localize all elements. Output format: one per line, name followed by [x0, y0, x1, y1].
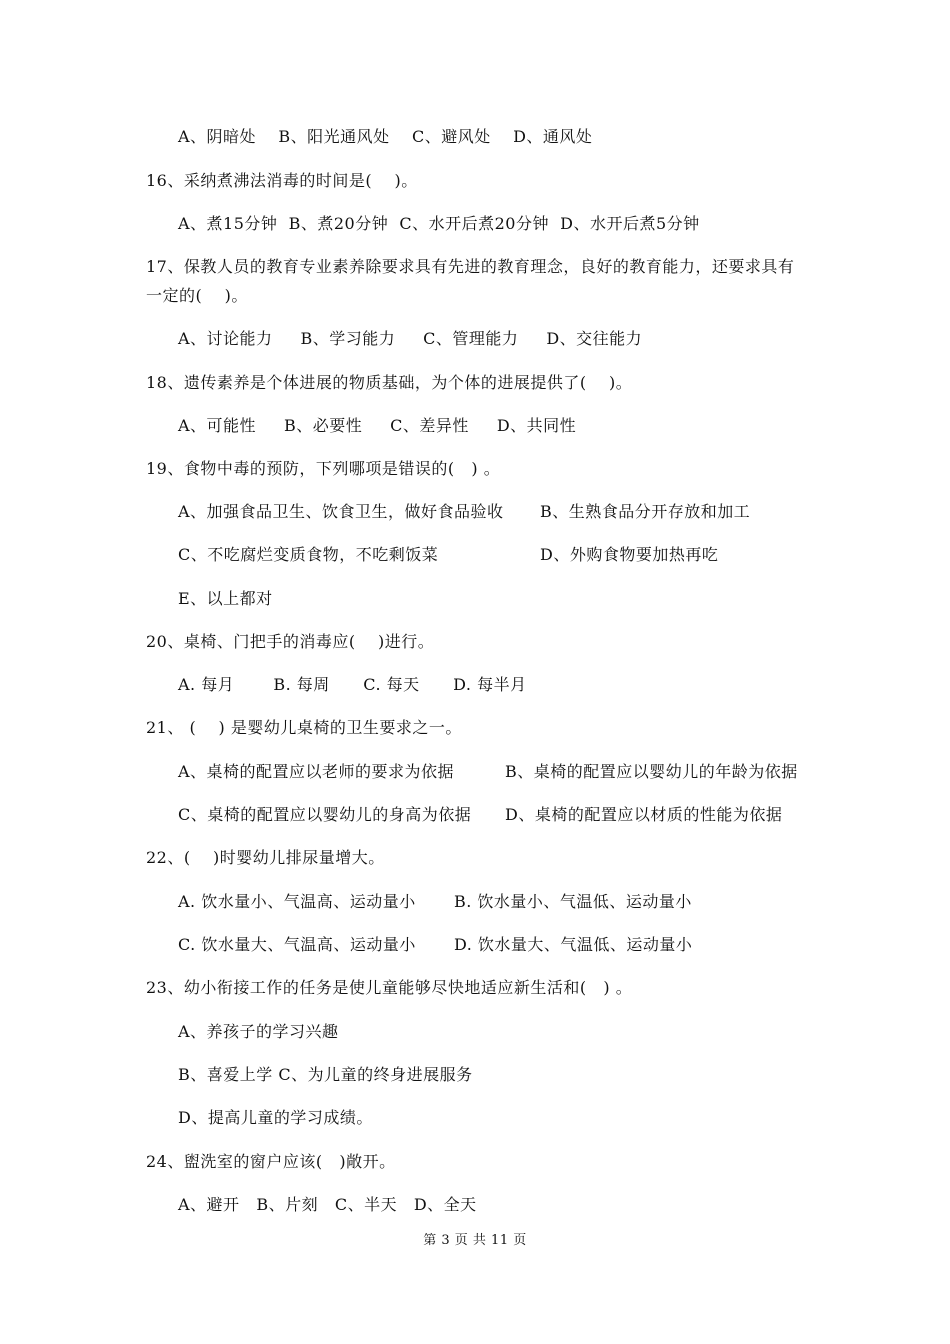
q19-option-e: E、以上都对: [178, 589, 273, 608]
q24-stem: 24、盥洗室的窗户应该( )敞开。: [146, 1152, 396, 1171]
q22-option-b: B. 饮水量小、气温低、运动量小: [454, 892, 692, 911]
q17-stem-line1: 17、保教人员的教育专业素养除要求具有先进的教育理念，良好的教育能力，还要求具有: [146, 257, 795, 276]
q17-options: A、讨论能力 B、学习能力 C、管理能力 D、交往能力: [178, 329, 643, 348]
q22-option-a: A. 饮水量小、气温高、运动量小: [178, 892, 416, 911]
q23-option-d: D、提高儿童的学习成绩。: [178, 1108, 373, 1127]
q21-stem: 21、 ( ) 是婴幼儿桌椅的卫生要求之一。: [146, 718, 462, 737]
q16-options: A、煮15分钟 B、煮20分钟 C、水开后煮20分钟 D、水开后煮5分钟: [178, 214, 700, 233]
q17-stem-line2: 一定的( )。: [146, 286, 248, 305]
q16-stem: 16、采纳煮沸法消毒的时间是( )。: [146, 171, 418, 190]
q19-option-b: B、生熟食品分开存放和加工: [540, 502, 751, 521]
q20-stem: 20、桌椅、门把手的消毒应( )进行。: [146, 632, 435, 651]
page-footer: 第 3 页 共 11 页: [423, 1233, 527, 1248]
q22-option-c: C. 饮水量大、气温高、运动量小: [178, 935, 416, 954]
q20-options: A. 每月 B. 每周 C. 每天 D. 每半月: [178, 675, 527, 694]
q22-option-d: D. 饮水量大、气温低、运动量小: [454, 935, 693, 954]
q23-option-a: A、养孩子的学习兴趣: [178, 1022, 339, 1041]
q19-option-d: D、外购食物要加热再吃: [540, 545, 719, 564]
q19-option-a: A、加强食品卫生、饮食卫生，做好食品验收: [178, 502, 504, 521]
q21-option-b: B、桌椅的配置应以婴幼儿的年龄为依据: [505, 762, 798, 781]
q18-options: A、可能性 B、必要性 C、差异性 D、共同性: [178, 416, 577, 435]
q18-stem: 18、遗传素养是个体进展的物质基础，为个体的进展提供了( )。: [146, 373, 633, 392]
q23-option-bc: B、喜爱上学 C、为儿童的终身进展服务: [178, 1065, 473, 1084]
q21-option-a: A、桌椅的配置应以老师的要求为依据: [178, 762, 455, 781]
q23-stem: 23、幼小衔接工作的任务是使儿童能够尽快地适应新生活和( ) 。: [146, 978, 633, 997]
q21-option-d: D、桌椅的配置应以材质的性能为依据: [505, 805, 783, 824]
q24-options: A、避开 B、片刻 C、半天 D、全天: [178, 1195, 477, 1214]
q21-option-c: C、桌椅的配置应以婴幼儿的身高为依据: [178, 805, 472, 824]
q15-options: A、阴暗处 B、阳光通风处 C、避风处 D、通风处: [178, 127, 593, 146]
q19-option-c: C、不吃腐烂变质食物，不吃剩饭菜: [178, 545, 439, 564]
q19-stem: 19、食物中毒的预防，下列哪项是错误的( ) 。: [146, 459, 501, 478]
q22-stem: 22、( )时婴幼儿排尿量增大。: [146, 848, 385, 867]
